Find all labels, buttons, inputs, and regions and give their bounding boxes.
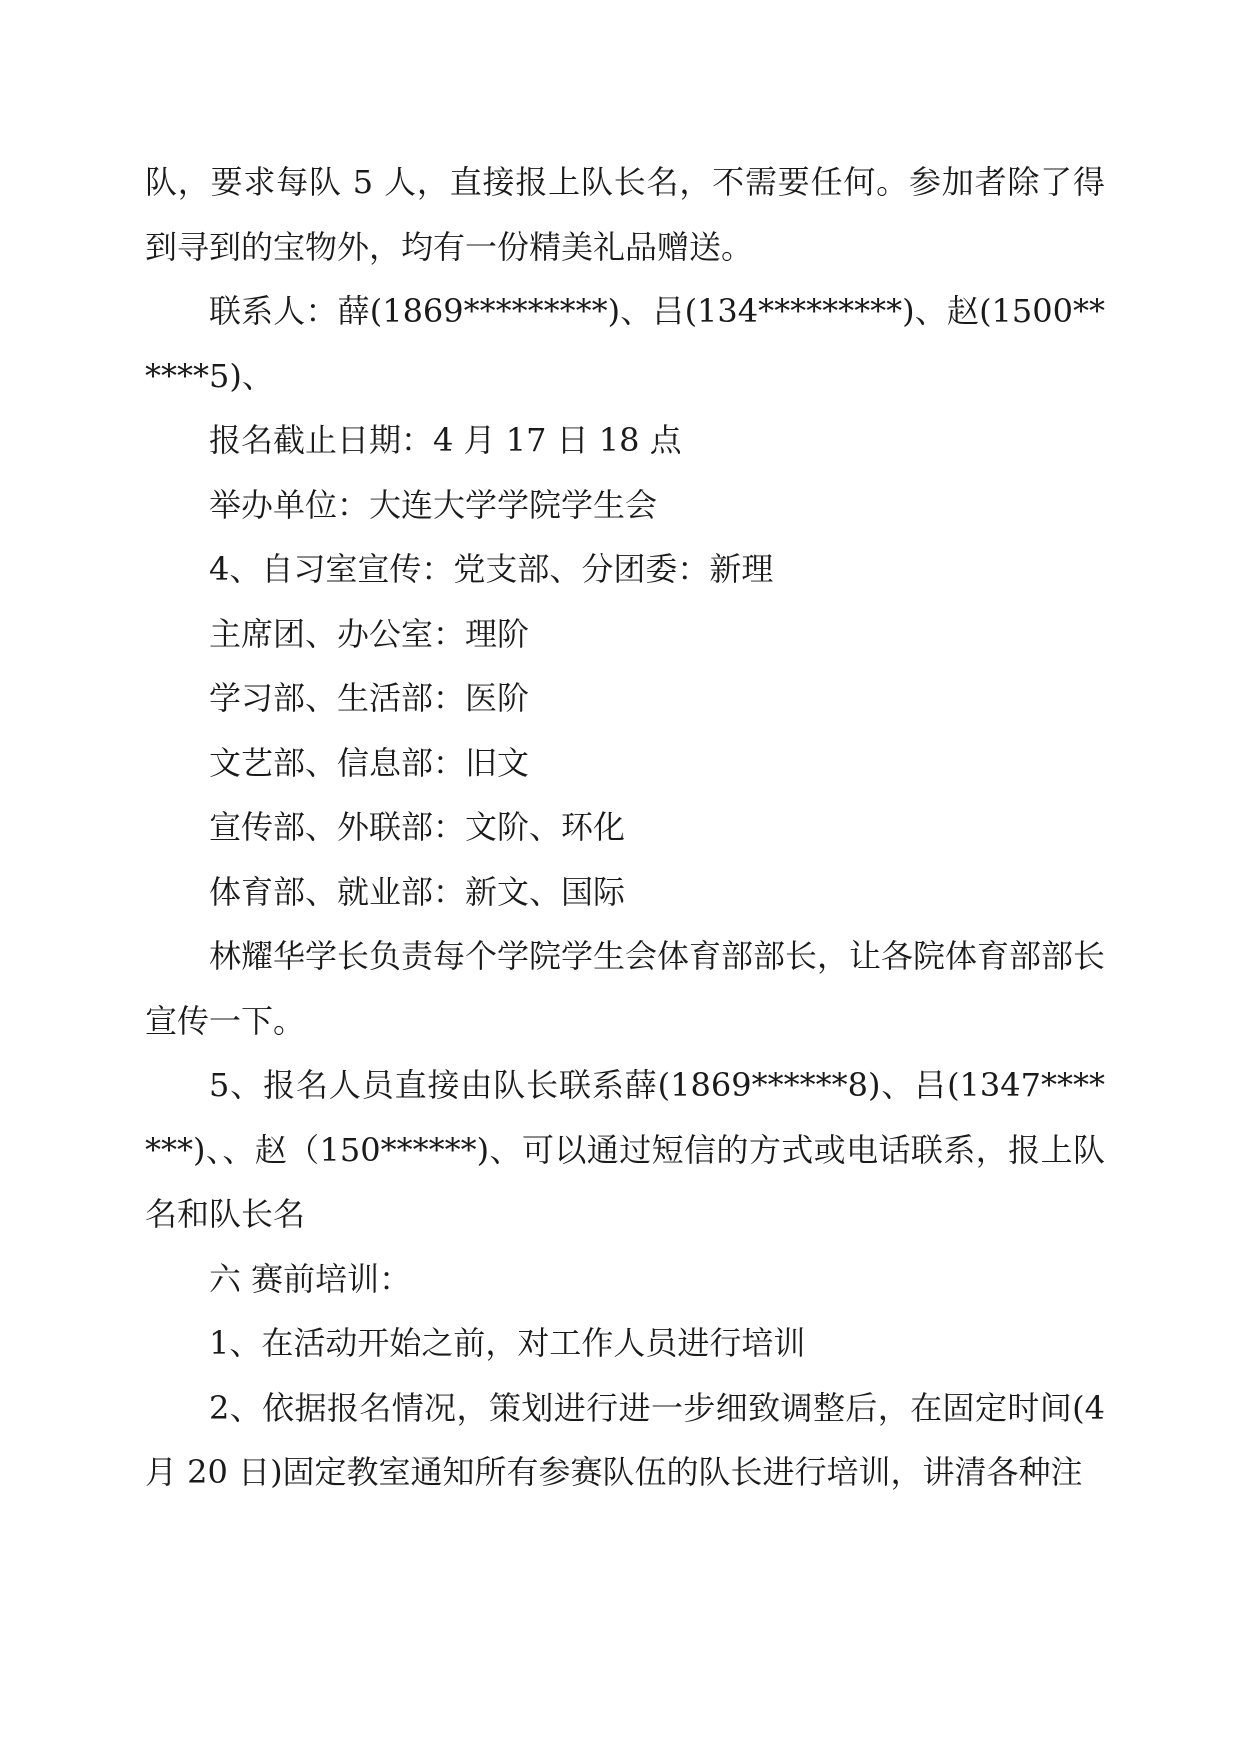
paragraph-staff-training: 1、在活动开始之前，对工作人员进行培训 [209, 1324, 806, 1362]
paragraph-captain-training: 2、依据报名情况，策划进行进一步细致调整后，在固定时间(4月 20 日)固定教室通知所有参赛队伍的队长进行培训，讲清各种注 [145, 1388, 1105, 1491]
paragraph-sports-employment-dept: 体育部、就业部：新文、国际 [209, 872, 626, 911]
paragraph-study-room-promo: 4、自习室宣传：党支部、分团委：新理 [209, 550, 774, 588]
paragraph-arts-info-dept: 文艺部、信息部：旧文 [209, 743, 530, 782]
paragraph-contacts: 联系人：薛(1869*********)、吕(134*********)、赵(1500******5)、 [145, 292, 1105, 395]
paragraph-study-life-dept: 学习部、生活部：医阶 [209, 679, 530, 717]
paragraph-sports-minister: 林耀华学长负责每个学院学生会体育部部长，让各院体育部部长宣传一下。 [145, 937, 1106, 1040]
section-heading-pre-training: 六 赛前培训： [209, 1259, 412, 1298]
paragraph-deadline: 报名截止日期：4 月 17 日 18 点 [209, 421, 682, 459]
paragraph-presidium: 主席团、办公室：理阶 [209, 614, 530, 653]
paragraph-team-rules: 队，要求每队 5 人，直接报上队长名，不需要任何。参加者除了得到寻到的宝物外，均有一份精美礼品赠送。 [145, 163, 1105, 266]
document-body [145, 150, 1105, 1505]
paragraph-publicity-liaison-dept: 宣传部、外联部：文阶、环化 [209, 808, 626, 846]
paragraph-organizer: 举办单位：大连大学学院学生会 [209, 485, 658, 524]
paragraph-registration-contact: 5、报名人员直接由队长联系薛(1869******8)、吕(1347*******)、、赵（150******)、可以通过短信的方式或电话联系，报上队名和队长名 [145, 1066, 1105, 1233]
